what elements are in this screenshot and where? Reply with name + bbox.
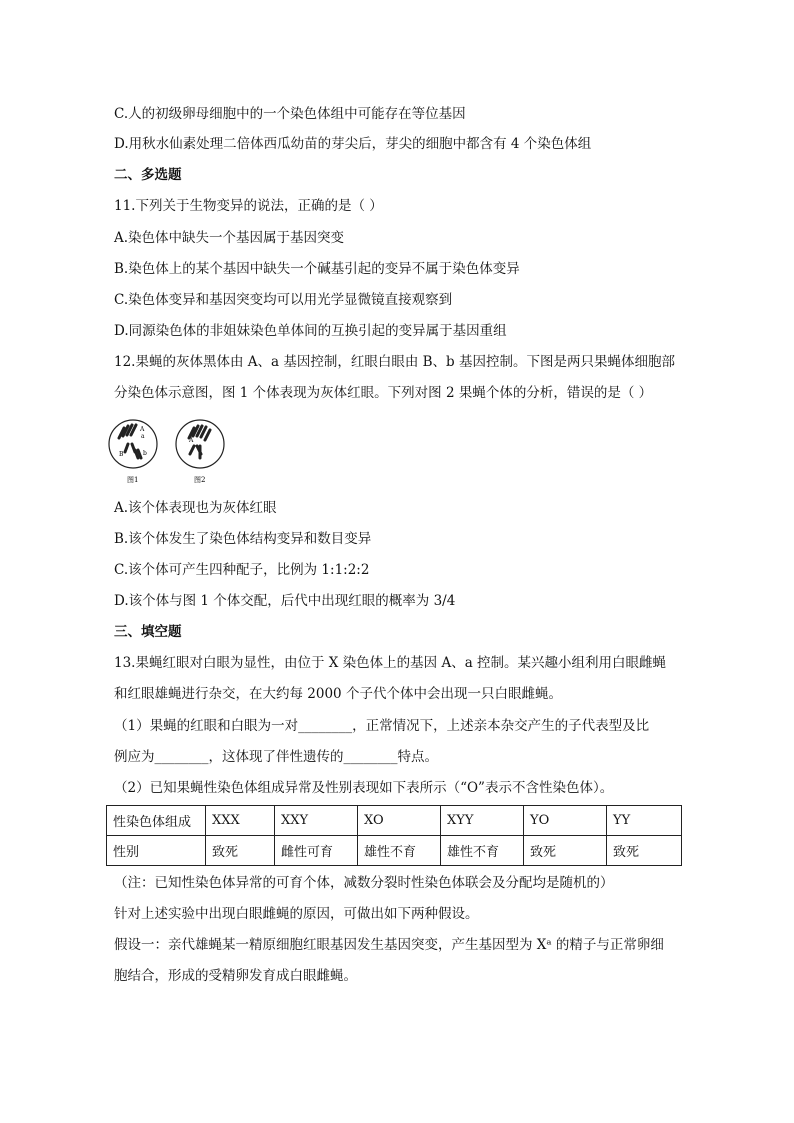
q12-stem-line2: 分染色体示意图，图 1 个体表现为灰体红眼。下列对图 2 果蝇个体的分析，错误的是（ ） bbox=[114, 385, 653, 401]
q13-hypothesis-1-line1: 假设一：亲代雄蝇某一精原细胞红眼基因发生基因突变，产生基因型为 Xᵃ 的精子与正常卵细 bbox=[114, 937, 664, 953]
table-row bbox=[107, 836, 682, 866]
fig2-gene-A: A bbox=[189, 437, 194, 444]
table-cell: XYY bbox=[441, 806, 524, 836]
q13-stem-line2: 和红眼雄蝇进行杂交，在大约每 2000 个子代个体中会出现一只白眼雌蝇。 bbox=[114, 686, 562, 702]
q10-option-d: D.用秋水仙素处理二倍体西瓜幼苗的芽尖后，芽尖的细胞中都含有 4 个染色体组 bbox=[114, 136, 592, 152]
q13-part1-line1: （1）果蝇的红眼和白眼为一对________，正常情况下，上述亲本杂交产生的子代表型及比 bbox=[114, 718, 650, 734]
q11-stem: 11.下列关于生物变异的说法，正确的是（ ） bbox=[114, 198, 383, 214]
q12-stem-line1: 12.果蝇的灰体黑体由 A、a 基因控制，红眼白眼由 B、b 基因控制。下图是两只果蝇体细胞部 bbox=[114, 354, 675, 370]
table-header-cell: 性别 bbox=[107, 836, 206, 866]
q12-option-b: B.该个体发生了染色体结构变异和数目变异 bbox=[114, 531, 372, 547]
q11-option-b: B.染色体上的某个基因中缺失一个碱基引起的变异不属于染色体变异 bbox=[114, 261, 520, 277]
q12-option-a: A.该个体表现也为灰体红眼 bbox=[114, 500, 277, 516]
fig1-gene-B: B bbox=[119, 451, 124, 458]
table-note: （注：已知性染色体异常的可育个体，减数分裂时性染色体联会及分配均是随机的） bbox=[114, 875, 614, 891]
table-cell: XXX bbox=[206, 806, 275, 836]
table-header-cell: 性染色体组成 bbox=[107, 806, 206, 836]
table-cell: 致死 bbox=[607, 836, 682, 866]
table-cell: 致死 bbox=[524, 836, 607, 866]
q13-part1-line2: 例应为________，这体现了伴性遗传的________特点。 bbox=[114, 749, 438, 765]
table-cell: 雌性可育 bbox=[275, 836, 358, 866]
table-cell: YO bbox=[524, 806, 607, 836]
q13-stem-line1: 13.果蝇红眼对白眼为显性，由位于 X 染色体上的基因 A、a 控制。某兴趣小组利用白眼雌蝇 bbox=[114, 655, 667, 671]
table-cell: 雄性不育 bbox=[358, 836, 441, 866]
section-heading-fill-blank: 三、填空题 bbox=[114, 624, 182, 640]
section-heading-multiple-choice: 二、多选题 bbox=[114, 167, 182, 183]
q12-option-c: C.该个体可产生四种配子，比例为 1:1:2:2 bbox=[114, 562, 370, 578]
figure-1-cell bbox=[109, 420, 157, 484]
table-cell: XXY bbox=[275, 806, 358, 836]
figure-1-label: 图1 bbox=[127, 476, 139, 484]
sex-chromosome-table bbox=[106, 805, 682, 866]
q13-hypothesis-intro: 针对上述实验中出现白眼雌蝇的原因，可做出如下两种假设。 bbox=[114, 906, 479, 922]
table-row bbox=[107, 806, 682, 836]
figure-2-label: 图2 bbox=[194, 476, 206, 484]
fig1-gene-b: b bbox=[143, 450, 147, 457]
fig1-gene-A: A bbox=[140, 426, 145, 433]
table-cell: 致死 bbox=[206, 836, 275, 866]
table-cell: 雄性不育 bbox=[441, 836, 524, 866]
q11-option-c: C.染色体变异和基因突变均可以用光学显微镜直接观察到 bbox=[114, 292, 453, 308]
q10-option-c: C.人的初级卵母细胞中的一个染色体组中可能存在等位基因 bbox=[114, 106, 466, 122]
q12-option-d: D.该个体与图 1 个体交配，后代中出现红眼的概率为 3/4 bbox=[114, 593, 456, 609]
table-cell: YY bbox=[607, 806, 682, 836]
table-cell: XO bbox=[358, 806, 441, 836]
q11-option-d: D.同源染色体的非姐妹染色单体间的互换引起的变异属于基因重组 bbox=[114, 323, 507, 339]
q13-part2-intro: （2）已知果蝇性染色体组成异常及性别表现如下表所示（“O”表示不含性染色体）。 bbox=[114, 780, 614, 796]
figure-2-cell bbox=[176, 420, 224, 484]
chromosome-figure bbox=[108, 414, 238, 486]
q13-hypothesis-1-line2: 胞结合，形成的受精卵发育成白眼雌蝇。 bbox=[114, 968, 357, 984]
fig1-gene-a: a bbox=[141, 433, 145, 440]
q11-option-a: A.染色体中缺失一个基因属于基因突变 bbox=[114, 230, 345, 246]
